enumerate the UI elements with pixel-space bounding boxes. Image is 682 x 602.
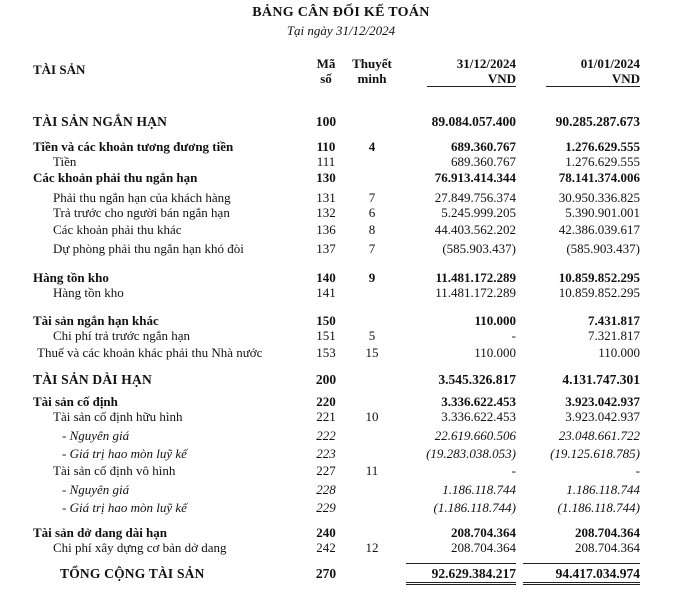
row-value-2024: 5.245.999.205	[441, 205, 516, 220]
row-note: 10	[365, 409, 379, 424]
row-value-opening: (19.125.618.785)	[550, 446, 640, 461]
header-col-opening	[540, 56, 640, 86]
row-value-2024: 76.913.414.344	[434, 170, 516, 185]
row-code: 222	[316, 428, 336, 443]
table-row	[0, 345, 682, 361]
row-value-opening: 10.859.852.295	[558, 285, 640, 300]
row-value-opening: 1.276.629.555	[565, 139, 640, 154]
row-code: 151	[316, 328, 336, 343]
row-code: 131	[316, 190, 336, 205]
row-value-opening: 1.186.118.744	[566, 482, 640, 497]
row-value-opening: 4.131.747.301	[562, 372, 640, 387]
row-code: 220	[316, 394, 336, 409]
row-note: 5	[368, 328, 376, 343]
table-row	[0, 409, 682, 425]
total-topline-opening	[523, 563, 640, 564]
row-label: Trả trước cho người bán ngắn hạn	[53, 205, 230, 220]
row-label: TÀI SẢN NGẮN HẠN	[33, 114, 168, 129]
row-value-2024: 44.403.562.202	[434, 222, 516, 237]
total-topline-2024	[406, 563, 516, 564]
row-value-2024: (585.903.437)	[442, 241, 516, 256]
row-note: 9	[368, 270, 376, 285]
table-row	[0, 463, 682, 479]
row-note: 7	[368, 241, 376, 256]
table-row	[0, 241, 682, 257]
row-label: TÀI SẢN DÀI HẠN	[33, 372, 152, 387]
row-note: 11	[365, 463, 379, 478]
row-label: - Nguyên giá	[62, 482, 130, 497]
row-value-opening: 10.859.852.295	[558, 270, 640, 285]
row-code: 200	[315, 372, 337, 387]
row-code: 228	[316, 482, 336, 497]
row-value-2024: 110.000	[474, 313, 516, 328]
row-value-2024: 3.545.326.817	[438, 372, 516, 387]
table-row	[0, 446, 682, 462]
statement-date: Tại ngày 31/12/2024	[286, 23, 396, 38]
row-code: 140	[316, 270, 336, 285]
row-value-opening: 30.950.336.825	[558, 190, 640, 205]
row-label: Các khoản phải thu khác	[53, 222, 182, 237]
row-label: - Nguyên giá	[62, 428, 130, 443]
row-code: 136	[316, 222, 336, 237]
table-row	[0, 154, 682, 170]
header-col-2024-unit: VND	[487, 71, 516, 86]
row-code: 221	[316, 409, 336, 424]
row-value-2024: -	[511, 463, 516, 478]
row-note: 15	[365, 345, 379, 360]
header-code	[312, 56, 340, 86]
row-value-2024: 208.704.364	[451, 540, 516, 555]
table-row	[0, 170, 682, 186]
row-value-2024: 3.336.622.453	[441, 394, 516, 409]
row-note: 12	[365, 540, 379, 555]
row-value-2024: 89.084.057.400	[431, 114, 516, 129]
row-code: 153	[316, 345, 336, 360]
table-row	[0, 313, 682, 329]
row-code: 242	[316, 540, 336, 555]
header-code-line2: số	[320, 71, 332, 86]
row-code: 227	[316, 463, 336, 478]
row-value-2024: 11.481.172.289	[435, 270, 516, 285]
table-row	[0, 428, 682, 444]
row-label: Chi phí xây dựng cơ bản dở dang	[53, 540, 227, 555]
table-row	[0, 285, 682, 301]
header-col-opening-unit: VND	[611, 71, 640, 86]
row-code: 150	[316, 313, 336, 328]
row-value-2024: 1.186.118.744	[442, 482, 516, 497]
row-value-2024: 92.629.384.217	[431, 566, 516, 581]
row-label: Tài sản cố định	[33, 394, 118, 409]
row-label: Các khoản phải thu ngắn hạn	[33, 170, 198, 185]
total-underline-2024-1	[406, 582, 516, 583]
row-value-opening: 94.417.034.974	[555, 566, 640, 581]
header-underline-opening	[546, 86, 640, 87]
row-value-opening: (1.186.118.744)	[557, 500, 640, 515]
row-code: 130	[316, 170, 336, 185]
row-code: 100	[315, 114, 337, 129]
header-note-line1: Thuyết	[352, 56, 392, 71]
header-underline-2024	[427, 86, 516, 87]
row-value-2024: 689.360.767	[451, 139, 516, 154]
total-underline-opening-1	[523, 582, 640, 583]
row-note: 6	[368, 205, 376, 220]
row-label: Chi phí trả trước ngắn hạn	[53, 328, 191, 343]
row-value-opening: 78.141.374.006	[558, 170, 640, 185]
row-note: 8	[368, 222, 376, 237]
row-code: 141	[316, 285, 336, 300]
table-row	[0, 222, 682, 238]
row-value-2024: 110.000	[474, 345, 516, 360]
row-value-2024: 3.336.622.453	[441, 409, 516, 424]
row-label: - Giá trị hao mòn luỹ kế	[62, 500, 187, 515]
row-label: Hàng tồn kho	[53, 285, 124, 300]
row-value-opening: 208.704.364	[575, 540, 640, 555]
row-label: Tài sản ngắn hạn khác	[33, 313, 159, 328]
row-label: Tài sản dở dang dài hạn	[33, 525, 168, 540]
row-label: Thuế và các khoản khác phải thu Nhà nước	[37, 345, 263, 360]
row-value-2024: -	[511, 328, 516, 343]
row-value-2024: 208.704.364	[451, 525, 516, 540]
row-value-opening: 208.704.364	[575, 525, 640, 540]
header-col-opening-date: 01/01/2024	[580, 56, 640, 71]
table-row	[0, 372, 682, 388]
table-row	[0, 394, 682, 410]
row-label: Phải thu ngắn hạn của khách hàng	[53, 190, 231, 205]
table-row	[0, 540, 682, 556]
row-code: 132	[316, 205, 336, 220]
row-label: Dự phòng phải thu ngắn hạn khó đòi	[53, 241, 244, 256]
row-value-opening: (585.903.437)	[566, 241, 640, 256]
row-code: 229	[316, 500, 336, 515]
row-value-2024: 27.849.756.374	[434, 190, 516, 205]
row-code: 270	[315, 566, 337, 581]
total-underline-2024-2	[406, 584, 516, 585]
row-value-opening: 110.000	[598, 345, 640, 360]
header-col-2024	[410, 56, 516, 86]
row-code: 137	[316, 241, 336, 256]
row-code: 223	[316, 446, 336, 461]
total-underline-opening-2	[523, 584, 640, 585]
table-row	[0, 114, 682, 130]
row-label: Hàng tồn kho	[33, 270, 109, 285]
row-value-opening: -	[635, 463, 640, 478]
header-asset: TÀI SẢN	[33, 62, 86, 77]
row-label: Tiền và các khoản tương đương tiền	[33, 139, 234, 154]
header-col-2024-date: 31/12/2024	[456, 56, 516, 71]
row-value-opening: 90.285.287.673	[555, 114, 640, 129]
header-note	[348, 56, 396, 86]
table-row	[0, 205, 682, 221]
row-code: 110	[316, 139, 336, 154]
row-value-opening: 3.923.042.937	[565, 409, 640, 424]
row-note: 7	[368, 190, 376, 205]
row-value-opening: 3.923.042.937	[565, 394, 640, 409]
row-value-opening: 23.048.661.722	[558, 428, 640, 443]
row-value-opening: 5.390.901.001	[565, 205, 640, 220]
row-label: TỔNG CỘNG TÀI SẢN	[60, 566, 205, 581]
row-value-2024: 689.360.767	[451, 154, 516, 169]
header-code-line1: Mã	[316, 56, 336, 71]
row-value-opening: 7.431.817	[588, 313, 640, 328]
table-row	[0, 328, 682, 344]
table-row	[0, 525, 682, 541]
row-value-2024: (1.186.118.744)	[433, 500, 516, 515]
row-code: 111	[316, 154, 336, 169]
row-code: 240	[316, 525, 336, 540]
row-value-opening: 7.321.817	[588, 328, 640, 343]
table-row	[0, 482, 682, 498]
table-row	[0, 270, 682, 286]
table-row	[0, 566, 682, 582]
row-note: 4	[368, 139, 376, 154]
table-row	[0, 190, 682, 206]
row-value-2024: (19.283.038.053)	[426, 446, 516, 461]
row-label: Tài sản cố định vô hình	[53, 463, 176, 478]
table-row	[0, 500, 682, 516]
row-value-2024: 11.481.172.289	[435, 285, 516, 300]
row-label: Tiền	[53, 154, 77, 169]
row-label: Tài sản cố định hữu hình	[53, 409, 183, 424]
row-label: - Giá trị hao mòn luỹ kế	[62, 446, 187, 461]
statement-title: BẢNG CÂN ĐỐI KẾ TOÁN	[252, 5, 430, 20]
row-value-opening: 1.276.629.555	[565, 154, 640, 169]
row-value-2024: 22.619.660.506	[434, 428, 516, 443]
row-value-opening: 42.386.039.617	[558, 222, 640, 237]
table-row	[0, 139, 682, 155]
header-note-line2: minh	[357, 71, 387, 86]
